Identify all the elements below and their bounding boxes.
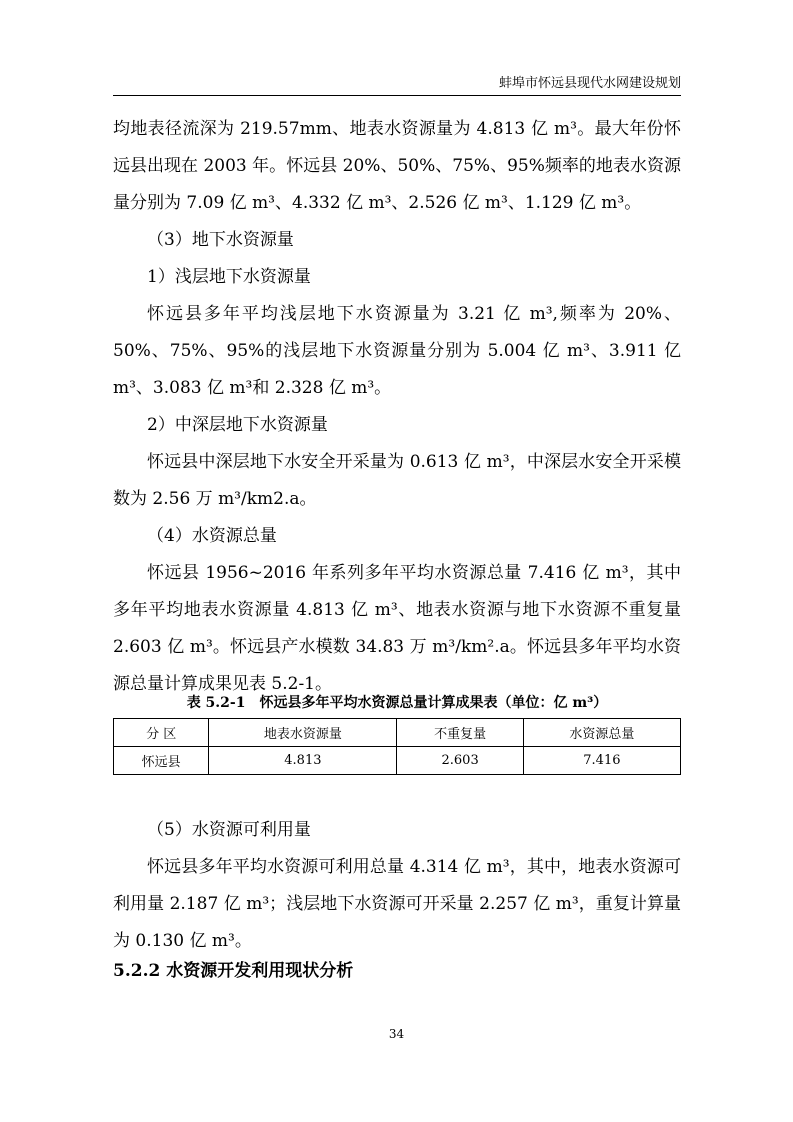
table-header-row [114, 719, 681, 747]
section-title: 5.2.2 水资源开发利用现状分析 [113, 961, 354, 981]
table-caption: 表 5.2-1 怀远县多年平均水资源总量计算成果表（单位：亿 m³） [186, 695, 608, 711]
page-number: 34 [388, 1027, 405, 1041]
cell-total: 7.416 [523, 747, 680, 775]
body-block-2 [113, 812, 681, 960]
col-header-nonrepeat: 不重复量 [397, 719, 523, 747]
body-block-1 [113, 111, 681, 703]
heading-deep-groundwater: 2）中深层地下水资源量 [147, 415, 328, 435]
col-header-zone: 分 区 [114, 719, 209, 747]
heading-available-water: （5）水资源可利用量 [147, 820, 311, 840]
paragraph-deep-groundwater: 怀远县中深层地下水安全开采量为 0.613 亿 m³，中深层水安全开采模数为 2.56 万 m³/km2.a。 [113, 452, 681, 509]
heading-groundwater: （3）地下水资源量 [147, 230, 294, 250]
heading-shallow-groundwater: 1）浅层地下水资源量 [147, 267, 311, 287]
heading-total-water: （4）水资源总量 [147, 526, 277, 546]
cell-nonrepeat: 2.603 [397, 747, 523, 775]
paragraph-available-water: 怀远县多年平均水资源可利用总量 4.314 亿 m³，其中，地表水资源可利用量 2.187 亿 m³；浅层地下水资源可开采量 2.257 亿 m³，重复计算量为 0.130 亿 m³。 [113, 857, 681, 951]
col-header-total: 水资源总量 [523, 719, 680, 747]
water-resources-table [113, 718, 681, 775]
cell-surface: 4.813 [209, 747, 397, 775]
header-rule [113, 95, 681, 96]
cell-zone: 怀远县 [114, 747, 209, 775]
paragraph-shallow-groundwater: 怀远县多年平均浅层地下水资源量为 3.21 亿 m³,频率为 20%、50%、75%、95%的浅层地下水资源量分别为 5.004 亿 m³、3.911 亿 m³、3.083 亿 m³和 2.328 亿 m³。 [113, 304, 681, 398]
page-header: 蚌埠市怀远县现代水网建设规划 [498, 76, 681, 91]
col-header-surface: 地表水资源量 [209, 719, 397, 747]
table-row [114, 747, 681, 775]
paragraph-surface-water: 均地表径流深为 219.57mm、地表水资源量为 4.813 亿 m³。最大年份怀远县出现在 2003 年。怀远县 20%、50%、75%、95%频率的地表水资源量分别为 7.09 亿 m³、4.332 亿 m³、2.526 亿 m³、1.129 亿 m³。 [113, 119, 681, 213]
paragraph-total-water: 怀远县 1956~2016 年系列多年平均水资源总量 7.416 亿 m³，其中多年平均地表水资源量 4.813 亿 m³、地表水资源与地下水资源不重复量 2.603 亿 m³。怀远县产水模数 34.83 万 m³/km².a。怀远县多年平均水资源总量计算成果见表 5.2-1。 [113, 563, 681, 694]
